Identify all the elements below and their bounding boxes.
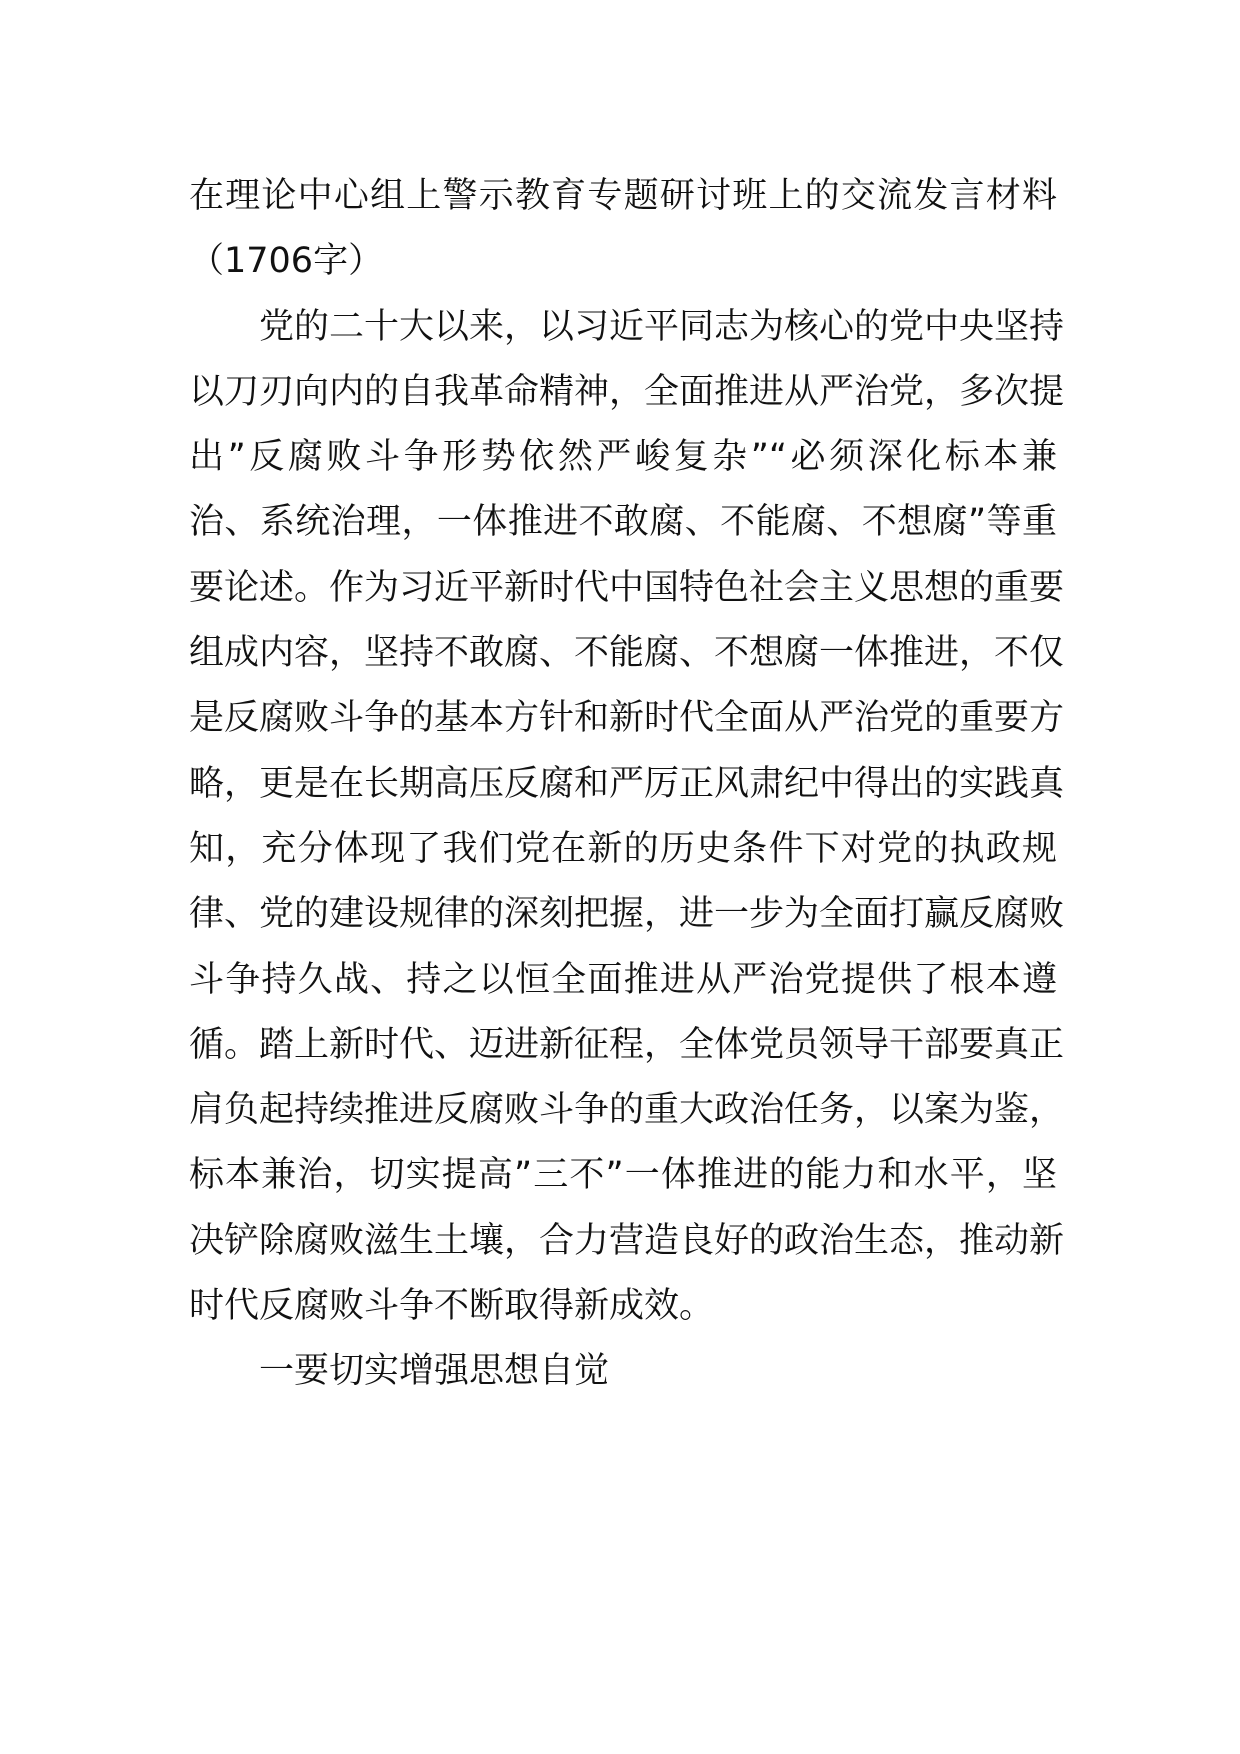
paragraph-line: 要论述。作为习近平新时代中国特色社会主义思想的重要 bbox=[189, 567, 1065, 608]
section-heading: 一要切实增强思想自觉 bbox=[259, 1351, 610, 1392]
paragraph-line: 时代反腐败斗争不断取得新成效。 bbox=[189, 1286, 715, 1327]
paragraph-line: 出”反腐败斗争形势依然严峻复杂”“必须深化标本兼 bbox=[189, 437, 1057, 478]
paragraph-line: 律、党的建设规律的深刻把握，进一步为全面打赢反腐败 bbox=[189, 894, 1065, 935]
paragraph-line: 标本兼治，切实提高”三不”一体推进的能力和水平，坚 bbox=[189, 1155, 1057, 1196]
paragraph-line: 决铲除腐败滋生土壤，合力营造良好的政治生态，推动新 bbox=[189, 1220, 1065, 1261]
paragraph-line: 循。踏上新时代、迈进新征程，全体党员领导干部要真正 bbox=[189, 1024, 1065, 1065]
paragraph-line: 组成内容，坚持不敢腐、不能腐、不想腐一体推进，不仅 bbox=[189, 633, 1065, 674]
paragraph-line: 以刀刃向内的自我革命精神，全面推进从严治党，多次提 bbox=[189, 371, 1065, 412]
intro-paragraph bbox=[189, 295, 1065, 1340]
paragraph-line: 是反腐败斗争的基本方针和新时代全面从严治党的重要方 bbox=[189, 698, 1065, 739]
document-title-word-count: （1706字） bbox=[189, 241, 384, 282]
paragraph-line: 党的二十大以来，以习近平同志为核心的党中央坚持 bbox=[259, 306, 1065, 347]
paragraph-line: 斗争持久战、持之以恒全面推进从严治党提供了根本遵 bbox=[189, 959, 1057, 1000]
document-title-line-1: 在理论中心组上警示教育专题研讨班上的交流发言材料 bbox=[189, 176, 1057, 216]
paragraph-line: 肩负起持续推进反腐败斗争的重大政治任务，以案为鉴， bbox=[189, 1090, 1065, 1131]
paragraph-line: 略，更是在长期高压反腐和严厉正风肃纪中得出的实践真 bbox=[189, 763, 1065, 804]
paragraph-line: 治、系统治理，一体推进不敢腐、不能腐、不想腐”等重 bbox=[189, 502, 1057, 543]
paragraph-line: 知，充分体现了我们党在新的历史条件下对党的执政规 bbox=[189, 828, 1057, 869]
document-page bbox=[189, 164, 1065, 1405]
